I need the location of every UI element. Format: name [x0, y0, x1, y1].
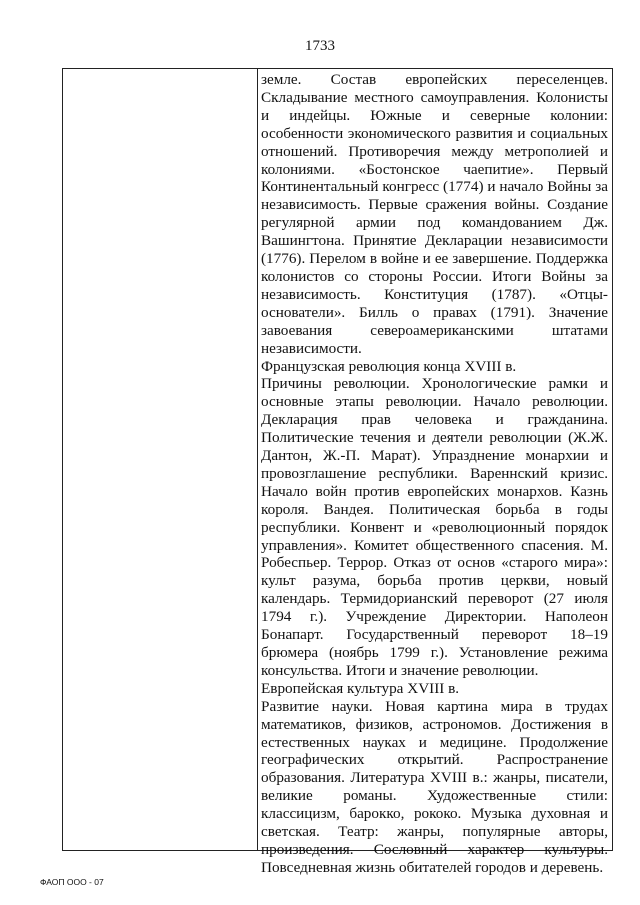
- paragraph-french-revolution: Причины революции. Хронологические рамки и основные этапы революции. Начало революции. Декларация прав человека и гражданина. Политические течения и деятели революции (Ж.Ж. Дантон, Ж.-П. Марат). Упразднение монархии и провозглашение республики. Вареннский кризис. Начало войн против европейских монархов. Казнь короля. Вандея. Политическая борьба в годы республики. Конвент и «революционный порядок управления». Комитет общественного спасения. М. Робеспьер. Террор. Отказ от основ «старого мира»: культ разума, борьба против церкви, новый календарь. Термидорианский переворот (27 июля 1794 г.). Учреждение Директории. Наполеон Бонапарт. Государственный переворот 18–19 брюмера (ноябрь 1799 г.). Установление режима консульства. Итоги и значение революции.: [261, 375, 608, 679]
- paragraph-european-culture: Развитие науки. Новая картина мира в трудах математиков, физиков, астрономов. Достижения в естественных науках и медицине. Продолжение географических открытий. Распространение образования. Литература XVIII в.: жанры, писатели, великие романы. Художественные стили: классицизм, барокко, рококо. Музыка духовная и светская. Театр: жанры, популярные авторы, произведения. Сословный характер культуры. Повседневная жизнь обитателей городов и деревень.: [261, 697, 608, 876]
- footer-document-code: ФАОП ООО - 07: [40, 877, 104, 887]
- heading-french-revolution: Французская революция конца XVIII в.: [261, 357, 517, 375]
- paragraph-colonies: земле. Состав европейских переселенцев. Складывание местного самоуправления. Колонисты и индейцы. Южные и северные колонии: особенности экономического развития и социальных отношений. Противоречия между метрополией и колониями. «Бостонское чаепитие». Первый Континентальный конгресс (1774) и начало Войны за независимость. Первые сражения войны. Создание регулярной армии под командованием Дж. Вашингтона. Принятие Декларации независимости (1776). Перелом в войне и ее завершение. Поддержка колонистов со стороны России. Итоги Войны за независимость. Конституция (1787). «Отцы-основатели». Билль о правах (1791). Значение завоевания североамериканскими штатами независимости.: [261, 71, 608, 357]
- column-divider: [257, 69, 258, 850]
- content-cell: [261, 71, 608, 877]
- heading-european-culture: Европейская культура XVIII в.: [261, 679, 460, 697]
- content-table: [62, 68, 613, 876]
- page-number: 1733: [305, 38, 335, 54]
